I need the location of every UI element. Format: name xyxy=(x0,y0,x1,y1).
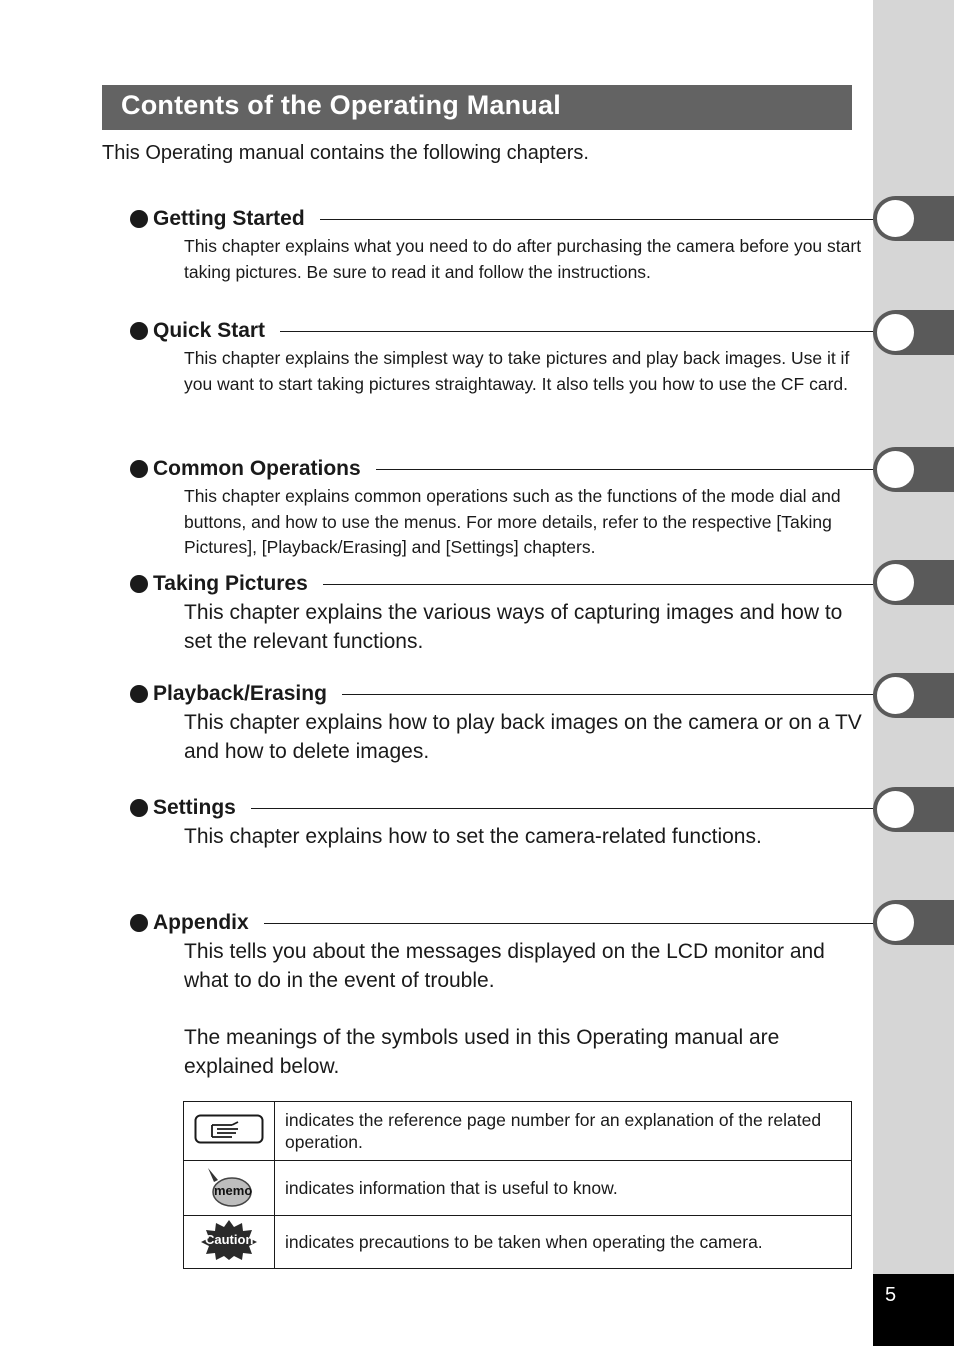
chapter-description: This chapter explains the simplest way to take pictures and play back images. Use it if you want to start taking pictures straightaway. It also tells you how to use the CF card. xyxy=(184,348,850,394)
title-bar xyxy=(102,85,852,130)
chapter-heading-quick-start xyxy=(130,318,873,344)
chapter-description: This chapter explains what you need to do after purchasing the camera before you start taking pictures. Be sure to read it and follow the instructions. xyxy=(184,236,862,282)
tab-circle-icon xyxy=(877,451,914,488)
chapter-rule xyxy=(342,694,873,695)
symbols-intro: The meanings of the symbols used in this Operating manual are explained below. xyxy=(184,1026,780,1078)
symbol-description: indicates the reference page number for an explanation of the related operation. xyxy=(275,1102,852,1161)
page-title: Contents of the Operating Manual xyxy=(121,90,561,120)
table-row xyxy=(184,1161,852,1216)
chapter-rule xyxy=(280,331,873,332)
chapter-title: Getting Started xyxy=(153,207,305,230)
symbol-cell xyxy=(184,1216,275,1269)
bullet-icon xyxy=(130,322,148,340)
chapter-tab-playback-erasing[interactable] xyxy=(873,673,954,718)
chapter-description: This chapter explains how to set the camera-related functions. xyxy=(184,825,762,848)
chapter-rule xyxy=(251,808,873,809)
tab-circle-icon xyxy=(877,904,914,941)
table-row xyxy=(184,1102,852,1161)
symbol-description: indicates precautions to be taken when operating the camera. xyxy=(275,1216,852,1269)
chapter-tab-common-operations[interactable] xyxy=(873,447,954,492)
page-number: 5 xyxy=(885,1284,897,1306)
bullet-icon xyxy=(130,799,148,817)
caution-label: Caution xyxy=(205,1231,254,1247)
chapter-description: This chapter explains how to play back images on the camera or on a TV and how to delete images. xyxy=(184,711,862,763)
tab-circle-icon xyxy=(877,314,914,351)
bullet-icon xyxy=(130,914,148,932)
chapter-title: Appendix xyxy=(153,911,249,934)
chapter-heading-appendix xyxy=(130,910,873,936)
chapter-title: Playback/Erasing xyxy=(153,682,327,705)
caution-icon xyxy=(200,1219,258,1261)
bullet-icon xyxy=(130,460,148,478)
bullet-icon xyxy=(130,685,148,703)
tab-circle-icon xyxy=(877,791,914,828)
symbol-cell xyxy=(184,1102,275,1161)
symbols-table xyxy=(183,1101,852,1269)
symbol-description: indicates information that is useful to know. xyxy=(275,1161,852,1216)
memo-icon xyxy=(204,1164,254,1208)
chapter-description: This chapter explains the various ways of capturing images and how to set the relevant functions. xyxy=(184,601,843,653)
chapter-title: Taking Pictures xyxy=(153,572,308,595)
memo-label: memo xyxy=(214,1182,253,1198)
chapter-rule xyxy=(323,584,873,585)
chapter-heading-taking-pictures xyxy=(130,571,873,597)
tab-circle-icon xyxy=(877,564,914,601)
tab-circle-icon xyxy=(877,200,914,237)
chapter-tab-taking-pictures[interactable] xyxy=(873,560,954,605)
chapter-tab-quick-start[interactable] xyxy=(873,310,954,355)
chapter-heading-getting-started xyxy=(130,206,873,232)
reference-hand-icon xyxy=(194,1131,264,1148)
bullet-icon xyxy=(130,575,148,593)
chapter-title: Common Operations xyxy=(153,457,361,480)
chapter-tab-getting-started[interactable] xyxy=(873,196,954,241)
chapter-title: Settings xyxy=(153,796,236,819)
chapter-tab-settings[interactable] xyxy=(873,787,954,832)
chapter-description: This chapter explains common operations such as the functions of the mode dial and buttons, and how to use the menus. For more details, refer to the respective [Taking Pictures], [Playback/Erasing] and [Settings] chapters. xyxy=(184,486,841,557)
chapter-rule xyxy=(376,469,873,470)
chapter-tab-appendix[interactable] xyxy=(873,900,954,945)
chapter-rule xyxy=(264,923,873,924)
symbol-cell xyxy=(184,1161,275,1216)
table-row xyxy=(184,1216,852,1269)
chapter-heading-common-operations xyxy=(130,456,873,482)
chapter-description: This tells you about the messages displayed on the LCD monitor and what to do in the event of trouble. xyxy=(184,940,825,992)
chapter-rule xyxy=(320,219,873,220)
chapter-heading-playback-erasing xyxy=(130,681,873,707)
tab-circle-icon xyxy=(877,677,914,714)
intro-text: This Operating manual contains the following chapters. xyxy=(102,142,589,164)
chapter-heading-settings xyxy=(130,795,873,821)
page-number-box xyxy=(873,1274,954,1346)
chapter-title: Quick Start xyxy=(153,319,266,342)
bullet-icon xyxy=(130,210,148,228)
